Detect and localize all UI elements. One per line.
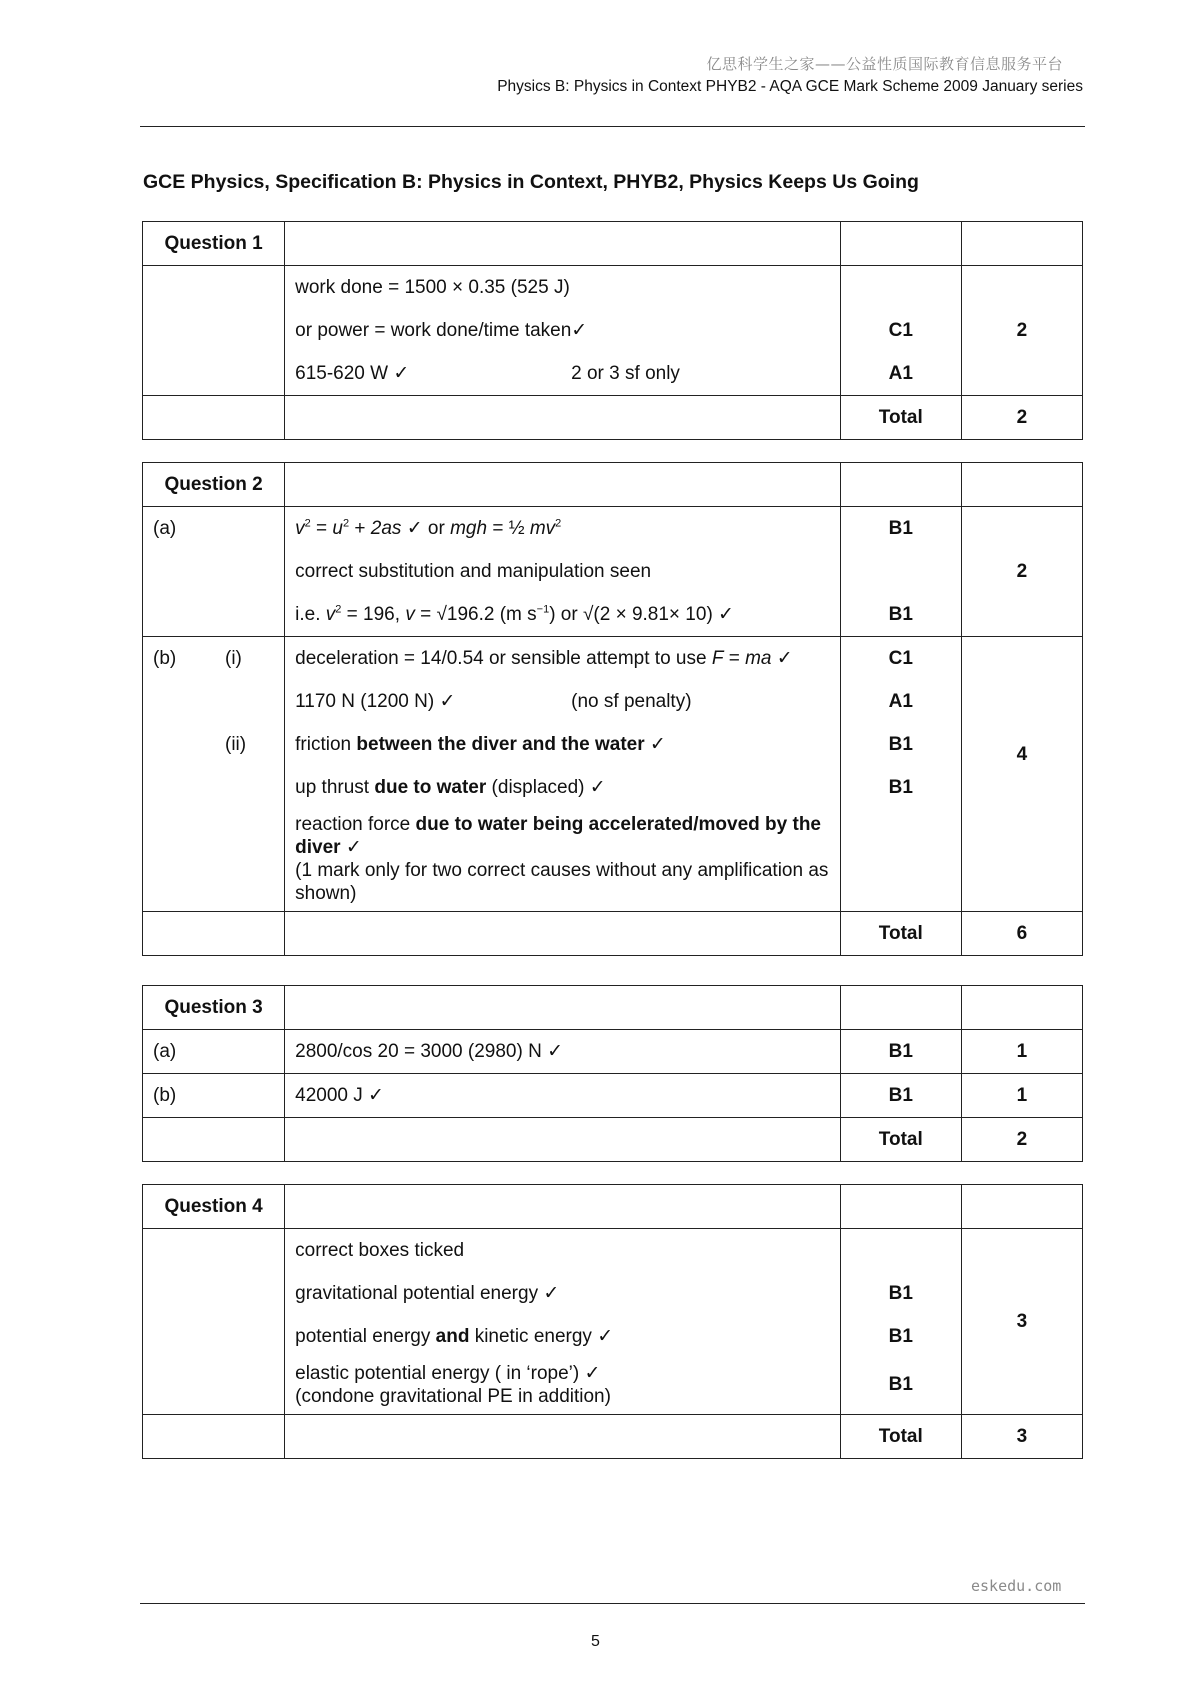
q1-answer-note: 2 or 3 sf only (571, 363, 680, 384)
q2-total: 6 (1016, 923, 1028, 944)
q1-line-1: work done = 1500 × 0.35 (525 J) (295, 277, 570, 298)
q3a-marks: 1 (1016, 1041, 1028, 1062)
q3-part-a-label: (a) (153, 1041, 177, 1062)
q4-note: (condone gravitational PE in addition) (295, 1386, 611, 1407)
footer-watermark: eskedu.com (971, 1577, 1062, 1595)
q3b-text: 42000 J ✓ (295, 1085, 384, 1106)
q2bii-note: (1 mark only for two correct causes without any amplification as shown) (295, 860, 829, 904)
q2-part-b-label: (b) (i) (143, 637, 284, 680)
q2bi-line-1: deceleration = 14/0.54 or sensible attempt to use F = ma ✓ (295, 648, 793, 669)
q2a-mark-2: B1 (888, 604, 913, 625)
q4-line-3: potential energy and kinetic energy ✓ (295, 1326, 614, 1347)
q2b-marks: 4 (1016, 743, 1028, 765)
q4-mark-1: B1 (888, 1283, 913, 1304)
q2bi-line-2: 1170 N (1200 N) ✓ (no sf penalty) (285, 680, 840, 723)
q3-total: 2 (1016, 1129, 1028, 1150)
q2a-line-3: i.e. $v^2 = 196$, v = √196.2 (m $s^{-1}$) or √(2 × 9.81× 10) ✓ (295, 603, 734, 625)
q2-total-label: Total (878, 923, 923, 944)
q2bi-note: (no sf penalty) (571, 691, 692, 712)
q1-total: 2 (1016, 407, 1028, 428)
q4-line-1: correct boxes ticked (295, 1240, 465, 1261)
q1-answer: 615-620 W ✓ (295, 363, 410, 384)
q2b-mark-4: B1 (888, 777, 913, 798)
question-3-label: Question 3 (164, 997, 263, 1018)
question-1-label: Question 1 (164, 233, 263, 254)
doc-title: GCE Physics, Specification B: Physics in Context, PHYB2, Physics Keeps Us Going (143, 171, 919, 193)
q1-marks: 2 (1016, 320, 1028, 341)
q4-mark-2: B1 (888, 1326, 913, 1347)
q1-mark-c1: C1 (888, 320, 913, 341)
q1-mark-a1: A1 (888, 363, 913, 384)
header-rule (140, 126, 1085, 127)
question-2-label: Question 2 (164, 474, 263, 495)
q4-total-label: Total (878, 1426, 923, 1447)
q2b-mark-2: A1 (888, 691, 913, 712)
q2bii-line-3: reaction force due to water being accelerated/moved by the diver ✓ (1 mark only for two correct causes without any amplification as shown) (295, 814, 829, 904)
q4-mark-3: B1 (888, 1374, 913, 1395)
q4-marks: 3 (1016, 1311, 1028, 1332)
q2a-marks: 2 (1016, 561, 1028, 582)
question-2-table (142, 462, 1083, 956)
q1-line-2: or power = work done/time taken✓ (295, 320, 588, 341)
q2a-line-2: correct substitution and manipulation seen (295, 561, 652, 582)
q2-part-bi-label: (i) (225, 648, 242, 669)
q4-line-4: elastic potential energy ( in ‘rope’) ✓ (condone gravitational PE in addition) (295, 1363, 611, 1407)
question-1-table (142, 221, 1083, 440)
question-4-table (142, 1184, 1083, 1459)
question-3-table (142, 985, 1083, 1162)
q1-line-3 (285, 352, 840, 395)
q2a-mark-1: B1 (888, 518, 913, 539)
page-number: 5 (591, 1633, 600, 1650)
q3a-text: 2800/cos 20 = 3000 (2980) N ✓ (295, 1041, 563, 1062)
q2b-mark-3: B1 (888, 734, 913, 755)
q2-part-a-label: (a) (153, 518, 177, 539)
q2bii-line-2: up thrust due to water (displaced) ✓ (295, 777, 606, 798)
q2-part-bii-label: (ii) (225, 734, 247, 755)
header-en-title: Physics B: Physics in Context PHYB2 - AQA GCE Mark Scheme 2009 January series (497, 78, 1083, 95)
q3-part-b-label: (b) (153, 1085, 177, 1106)
q2b-mark-1: C1 (888, 648, 913, 669)
q4-line-2: gravitational potential energy ✓ (295, 1283, 560, 1304)
q3b-marks: 1 (1016, 1085, 1028, 1106)
q1-total-label: Total (878, 407, 923, 428)
footer-rule (140, 1603, 1085, 1604)
q2a-equation: $v^2 = u^2 + 2as$ ✓ or mgh = ½ $mv^2$ (295, 517, 562, 539)
q3a-mark: B1 (888, 1041, 913, 1062)
header-cn-title: 亿思科学生之家——公益性质国际教育信息服务平台 (706, 55, 1063, 73)
q3-total-label: Total (878, 1129, 923, 1150)
q3b-mark: B1 (888, 1085, 913, 1106)
q2bii-line-1: friction between the diver and the water ✓ (295, 734, 666, 755)
question-4-label: Question 4 (164, 1196, 263, 1217)
q4-total: 3 (1016, 1426, 1028, 1447)
